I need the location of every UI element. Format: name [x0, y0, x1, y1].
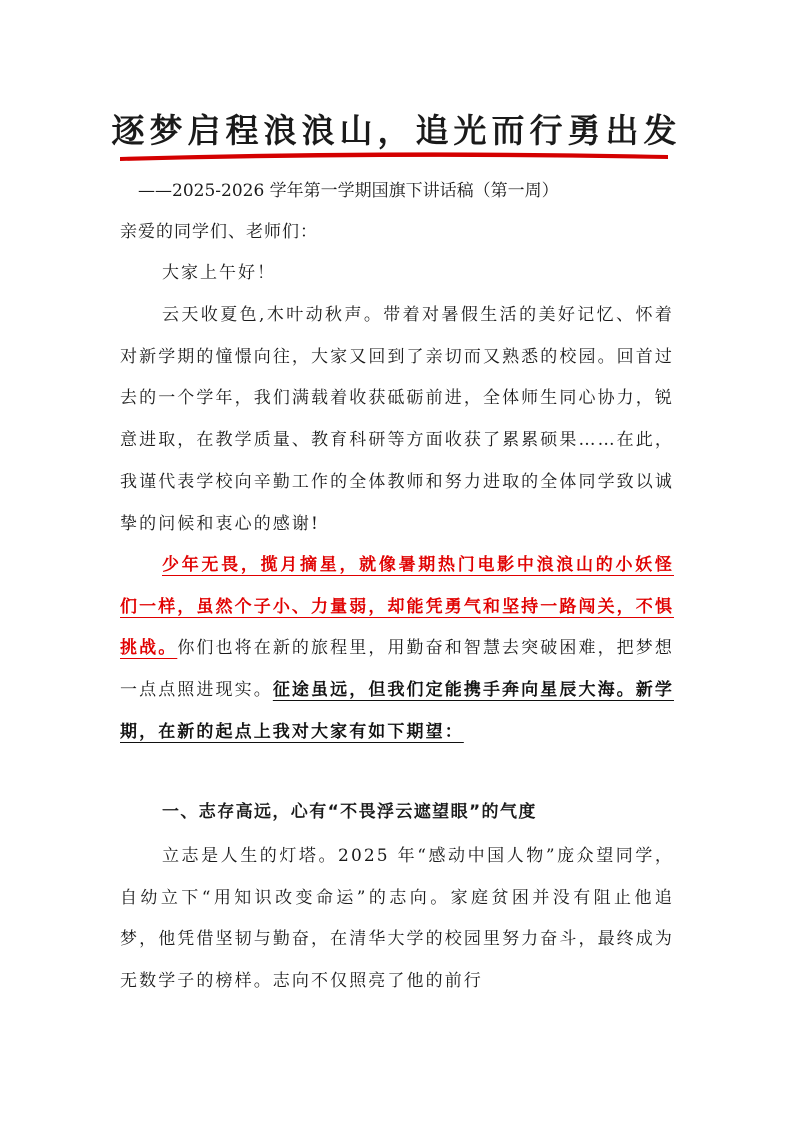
- paragraph-aspiration: 立志是人生的灯塔。2025 年“感动中国人物”庞众望同学，自幼立下“用知识改变命运”的志向。家庭贫困并没有阻止他追梦，他凭借坚韧与勤奋，在清华大学的校园里努力奋斗，最终成为无数学子的榜样。志向不仅照亮了他的前行: [120, 846, 674, 992]
- page-title: 逐梦启程浪浪山，追光而行勇出发: [111, 111, 682, 150]
- section-heading-1: 一、志存高远，心有“不畏浮云遮望眼”的气度: [162, 802, 537, 822]
- plain-text: 你们也将在新的旅程里，用勤奋和智慧去突破困难，把梦想一点点照进现实。: [120, 638, 674, 701]
- emphasized-text: 征途虽远，但我们定能携手奔向星辰大海。新学期，在新的起点上我对大家有如下期望：: [120, 680, 674, 742]
- subtitle: ——2025-2026 学年第一学期国旗下讲话稿（第一周）: [138, 181, 559, 201]
- highlighted-red-text: 少年无畏，揽月摘星，就像暑期热门电影中浪浪山的小妖怪们一样，虽然个子小、力量弱，却能凭勇气和坚持一路闯关，不惧挑战。: [120, 555, 674, 659]
- paragraph-intro: 云天收夏色,木叶动秋声。带着对暑假生活的美好记忆、怀着对新学期的憧憬向往，大家又回到了亲切而又熟悉的校园。回首过去的一个学年，我们满载着收获砥砺前进，全体师生同心协力，锐意进取，在教学质量、教育科研等方面收获了累累硕果……在此，我谨代表学校向辛勤工作的全体教师和努力进取的全体同学致以诚挚的问候和衷心的感谢!: [120, 305, 674, 534]
- hello-line: 大家上午好！: [162, 263, 276, 283]
- greeting: 亲爱的同学们、老师们：: [120, 222, 318, 242]
- title-underline-decoration: [118, 148, 670, 164]
- paragraph-dream: [120, 545, 674, 754]
